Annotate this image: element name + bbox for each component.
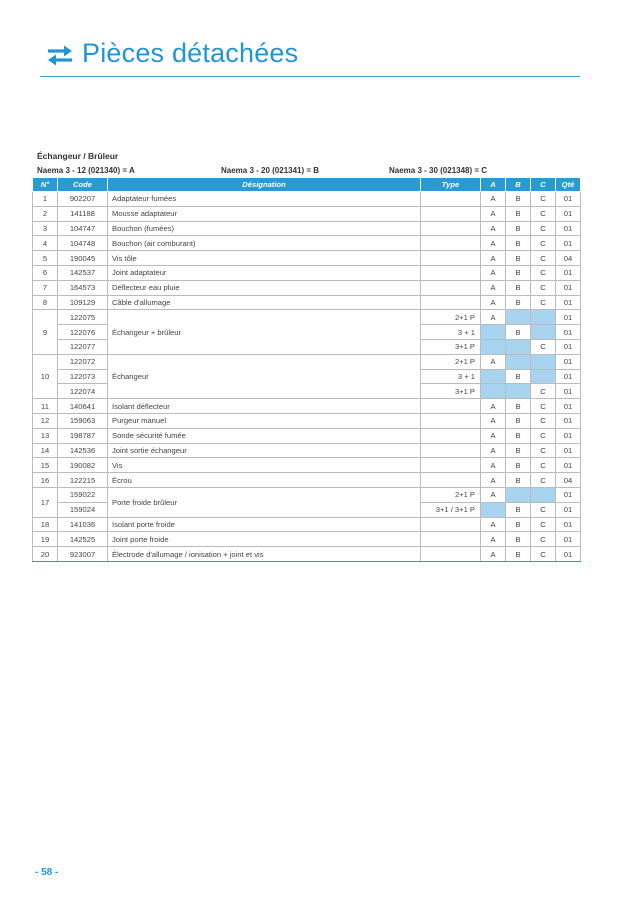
cell-num: 19 xyxy=(33,532,58,547)
cell-type xyxy=(421,206,481,221)
table-row xyxy=(33,458,581,473)
cell-b: B xyxy=(506,428,531,443)
cell-qty: 01 xyxy=(556,547,581,562)
cell-b: B xyxy=(506,206,531,221)
cell-type xyxy=(421,517,481,532)
model-b-label: Naema 3 - 20 (021341) = B xyxy=(221,166,320,175)
cell-qty: 01 xyxy=(556,265,581,280)
cell-b: B xyxy=(506,517,531,532)
cell-c xyxy=(531,354,556,369)
cell-code: 142536 xyxy=(58,443,108,458)
cell-code: 923007 xyxy=(58,547,108,562)
cell-num: 10 xyxy=(33,354,58,398)
cell-c: C xyxy=(531,265,556,280)
cell-code: 141036 xyxy=(58,517,108,532)
cell-a xyxy=(481,369,506,384)
cell-code: 109129 xyxy=(58,295,108,310)
cell-b: B xyxy=(506,473,531,488)
cell-type: 2+1 P xyxy=(421,354,481,369)
cell-type xyxy=(421,443,481,458)
cell-qty: 01 xyxy=(556,280,581,295)
cell-designation: Sonde sécurité fumée xyxy=(108,428,421,443)
cell-a: A xyxy=(481,487,506,502)
cell-a: A xyxy=(481,221,506,236)
table-row xyxy=(33,310,581,325)
cell-a: A xyxy=(481,206,506,221)
cell-c: C xyxy=(531,473,556,488)
cell-code: 190082 xyxy=(58,458,108,473)
cell-b: B xyxy=(506,547,531,562)
cell-type xyxy=(421,473,481,488)
cell-a: A xyxy=(481,310,506,325)
cell-designation: Écrou xyxy=(108,473,421,488)
table-row xyxy=(33,473,581,488)
cell-type xyxy=(421,547,481,562)
cell-num: 3 xyxy=(33,221,58,236)
cell-code: 122077 xyxy=(58,339,108,354)
page-title: Pièces détachées xyxy=(82,38,299,68)
parts-table xyxy=(32,177,581,562)
cell-num: 18 xyxy=(33,517,58,532)
cell-b xyxy=(506,310,531,325)
cell-qty: 01 xyxy=(556,428,581,443)
cell-num: 16 xyxy=(33,473,58,488)
model-c-label: Naema 3 - 30 (021348) = C xyxy=(389,166,488,175)
cell-type: 2+1 P xyxy=(421,487,481,502)
cell-num: 6 xyxy=(33,265,58,280)
cell-a: A xyxy=(481,295,506,310)
cell-num: 8 xyxy=(33,295,58,310)
cell-c: C xyxy=(531,532,556,547)
cell-qty: 01 xyxy=(556,325,581,340)
cell-type xyxy=(421,399,481,414)
cell-code: 141188 xyxy=(58,206,108,221)
section-title: Échangeur / Brûleur xyxy=(37,151,119,161)
cell-num: 1 xyxy=(33,192,58,207)
cell-c: C xyxy=(531,413,556,428)
cell-designation: Porte froide brûleur xyxy=(108,487,421,517)
cell-qty: 04 xyxy=(556,251,581,266)
cell-type xyxy=(421,458,481,473)
cell-qty: 01 xyxy=(556,192,581,207)
cell-type: 3+1 P xyxy=(421,339,481,354)
cell-type xyxy=(421,295,481,310)
cell-b xyxy=(506,384,531,399)
cell-b: B xyxy=(506,265,531,280)
cell-b: B xyxy=(506,369,531,384)
cell-code: 122073 xyxy=(58,369,108,384)
cell-c: C xyxy=(531,428,556,443)
cell-qty: 01 xyxy=(556,443,581,458)
cell-c xyxy=(531,369,556,384)
cell-qty: 01 xyxy=(556,236,581,251)
cell-type xyxy=(421,192,481,207)
table-row xyxy=(33,265,581,280)
table-row xyxy=(33,428,581,443)
cell-designation: Bouchon (fumées) xyxy=(108,221,421,236)
cell-qty: 01 xyxy=(556,354,581,369)
cell-code: 104748 xyxy=(58,236,108,251)
cell-c: C xyxy=(531,384,556,399)
cell-designation: Isolant porte froide xyxy=(108,517,421,532)
cell-qty: 01 xyxy=(556,517,581,532)
cell-designation: Joint sortie échangeur xyxy=(108,443,421,458)
table-row xyxy=(33,399,581,414)
header-code: Code xyxy=(58,178,108,192)
cell-a: A xyxy=(481,458,506,473)
header-designation: Désignation xyxy=(108,178,421,192)
cell-a: A xyxy=(481,443,506,458)
cell-qty: 01 xyxy=(556,458,581,473)
header-type: Type xyxy=(421,178,481,192)
cell-designation: Purgeur manuel xyxy=(108,413,421,428)
cell-c: C xyxy=(531,206,556,221)
cell-c: C xyxy=(531,517,556,532)
cell-b: B xyxy=(506,502,531,517)
cell-qty: 01 xyxy=(556,206,581,221)
cell-a: A xyxy=(481,192,506,207)
page-number: - 58 - xyxy=(35,867,59,878)
cell-a: A xyxy=(481,413,506,428)
cell-qty: 01 xyxy=(556,502,581,517)
cell-designation: Vis xyxy=(108,458,421,473)
cell-qty: 01 xyxy=(556,413,581,428)
cell-qty: 01 xyxy=(556,487,581,502)
cell-type xyxy=(421,532,481,547)
cell-designation: Vis tôle xyxy=(108,251,421,266)
cell-qty: 04 xyxy=(556,473,581,488)
cell-designation: Électrode d'allumage / ionisation + joint et vis xyxy=(108,547,421,562)
cell-b xyxy=(506,339,531,354)
cell-code: 190045 xyxy=(58,251,108,266)
cell-b: B xyxy=(506,295,531,310)
cell-a: A xyxy=(481,473,506,488)
cell-a: A xyxy=(481,265,506,280)
cell-type: 3 + 1 xyxy=(421,325,481,340)
cell-code: 159063 xyxy=(58,413,108,428)
table-row xyxy=(33,354,581,369)
header-a: A xyxy=(481,178,506,192)
cell-designation: Câble d'allumage xyxy=(108,295,421,310)
cell-type: 3+1 / 3+1 P xyxy=(421,502,481,517)
cell-qty: 01 xyxy=(556,339,581,354)
cell-code: 159024 xyxy=(58,502,108,517)
cell-type: 2+1 P xyxy=(421,310,481,325)
cell-b: B xyxy=(506,221,531,236)
cell-num: 5 xyxy=(33,251,58,266)
cell-designation: Joint porte froide xyxy=(108,532,421,547)
table-row xyxy=(33,206,581,221)
cell-num: 2 xyxy=(33,206,58,221)
cell-code: 902207 xyxy=(58,192,108,207)
cell-b: B xyxy=(506,280,531,295)
table-row xyxy=(33,251,581,266)
cell-num: 13 xyxy=(33,428,58,443)
cell-b xyxy=(506,487,531,502)
cell-type xyxy=(421,251,481,266)
cell-b: B xyxy=(506,443,531,458)
cell-b: B xyxy=(506,325,531,340)
table-row xyxy=(33,517,581,532)
cell-type xyxy=(421,428,481,443)
cell-b: B xyxy=(506,532,531,547)
cell-num: 12 xyxy=(33,413,58,428)
cell-code: 142525 xyxy=(58,532,108,547)
cell-c: C xyxy=(531,280,556,295)
cell-a xyxy=(481,325,506,340)
table-header-row xyxy=(33,178,581,192)
cell-qty: 01 xyxy=(556,295,581,310)
cell-c xyxy=(531,325,556,340)
cell-a xyxy=(481,384,506,399)
cell-qty: 01 xyxy=(556,221,581,236)
header-num: N° xyxy=(33,178,58,192)
cell-c: C xyxy=(531,443,556,458)
cell-a: A xyxy=(481,517,506,532)
model-a-label: Naema 3 - 12 (021340) = A xyxy=(37,166,135,175)
cell-a: A xyxy=(481,251,506,266)
cell-qty: 01 xyxy=(556,369,581,384)
cell-code: 122076 xyxy=(58,325,108,340)
cell-b: B xyxy=(506,399,531,414)
cell-code: 140641 xyxy=(58,399,108,414)
swap-arrows-icon xyxy=(46,44,74,66)
cell-num: 14 xyxy=(33,443,58,458)
cell-qty: 01 xyxy=(556,532,581,547)
cell-c: C xyxy=(531,502,556,517)
cell-code: 122215 xyxy=(58,473,108,488)
cell-code: 164573 xyxy=(58,280,108,295)
cell-designation: Isolant déflecteur xyxy=(108,399,421,414)
table-row xyxy=(33,221,581,236)
page-header xyxy=(40,36,580,77)
cell-code: 159022 xyxy=(58,487,108,502)
cell-c: C xyxy=(531,236,556,251)
table-row xyxy=(33,487,581,502)
cell-c: C xyxy=(531,251,556,266)
cell-num: 17 xyxy=(33,487,58,517)
cell-designation: Bouchon (air comburant) xyxy=(108,236,421,251)
cell-a: A xyxy=(481,280,506,295)
cell-designation: Déflecteur eau pluie xyxy=(108,280,421,295)
cell-b: B xyxy=(506,251,531,266)
cell-type xyxy=(421,413,481,428)
cell-c: C xyxy=(531,339,556,354)
cell-code: 142537 xyxy=(58,265,108,280)
cell-code: 122072 xyxy=(58,354,108,369)
cell-qty: 01 xyxy=(556,399,581,414)
cell-code: 198787 xyxy=(58,428,108,443)
cell-type: 3+1 P xyxy=(421,384,481,399)
cell-b: B xyxy=(506,192,531,207)
cell-num: 15 xyxy=(33,458,58,473)
cell-a: A xyxy=(481,236,506,251)
cell-b xyxy=(506,354,531,369)
cell-a: A xyxy=(481,399,506,414)
cell-num: 7 xyxy=(33,280,58,295)
cell-type xyxy=(421,280,481,295)
cell-num: 20 xyxy=(33,547,58,562)
cell-code: 122075 xyxy=(58,310,108,325)
cell-type: 3 + 1 xyxy=(421,369,481,384)
cell-a: A xyxy=(481,428,506,443)
table-row xyxy=(33,532,581,547)
table-row xyxy=(33,280,581,295)
cell-qty: 01 xyxy=(556,384,581,399)
cell-b: B xyxy=(506,458,531,473)
cell-c: C xyxy=(531,458,556,473)
header-qty: Qté xyxy=(556,178,581,192)
cell-type xyxy=(421,221,481,236)
table-row xyxy=(33,443,581,458)
cell-c xyxy=(531,310,556,325)
table-row xyxy=(33,236,581,251)
cell-b: B xyxy=(506,413,531,428)
cell-c xyxy=(531,487,556,502)
header-b: B xyxy=(506,178,531,192)
cell-designation: Échangeur xyxy=(108,354,421,398)
cell-designation: Adaptateur fumées xyxy=(108,192,421,207)
cell-designation: Mousse adaptateur xyxy=(108,206,421,221)
cell-num: 4 xyxy=(33,236,58,251)
cell-a: A xyxy=(481,532,506,547)
cell-c: C xyxy=(531,399,556,414)
cell-qty: 01 xyxy=(556,310,581,325)
table-row xyxy=(33,192,581,207)
table-row xyxy=(33,295,581,310)
cell-c: C xyxy=(531,192,556,207)
table-row xyxy=(33,413,581,428)
cell-b: B xyxy=(506,236,531,251)
cell-code: 122074 xyxy=(58,384,108,399)
cell-code: 104747 xyxy=(58,221,108,236)
cell-num: 11 xyxy=(33,399,58,414)
cell-a xyxy=(481,502,506,517)
cell-num: 9 xyxy=(33,310,58,354)
cell-type xyxy=(421,265,481,280)
cell-c: C xyxy=(531,547,556,562)
cell-type xyxy=(421,236,481,251)
table-row xyxy=(33,547,581,562)
cell-a xyxy=(481,339,506,354)
header-c: C xyxy=(531,178,556,192)
cell-c: C xyxy=(531,295,556,310)
cell-a: A xyxy=(481,547,506,562)
cell-designation: Échangeur + brûleur xyxy=(108,310,421,354)
cell-designation: Joint adaptateur xyxy=(108,265,421,280)
cell-a: A xyxy=(481,354,506,369)
cell-c: C xyxy=(531,221,556,236)
